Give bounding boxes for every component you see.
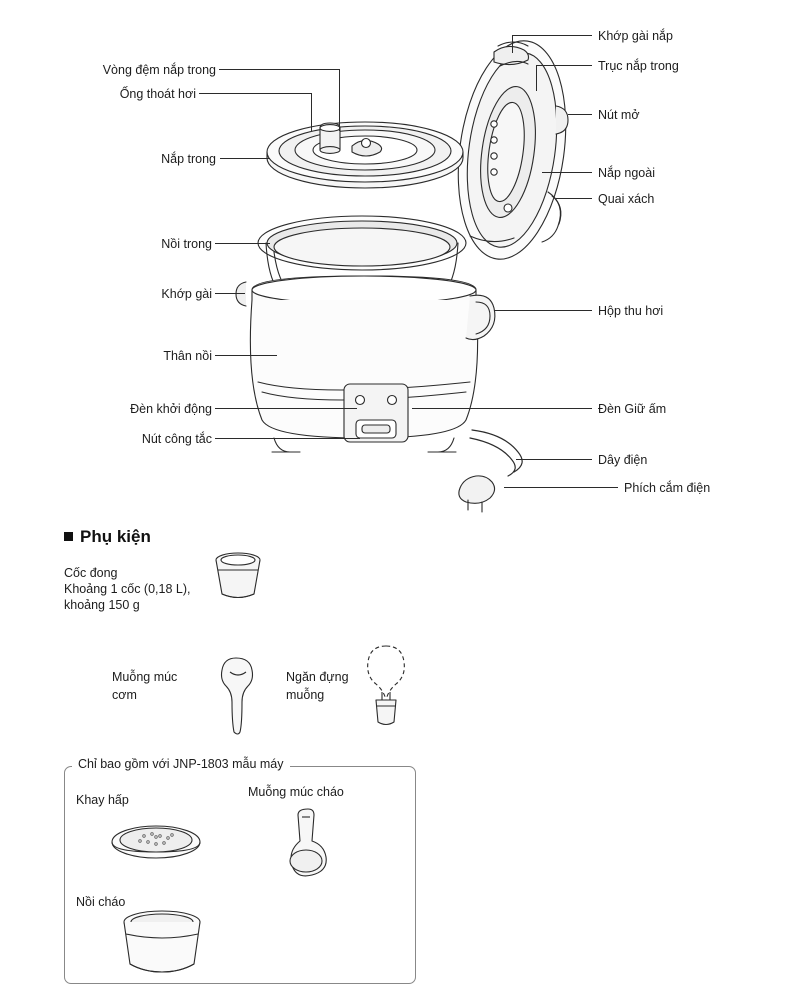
bullet-square-icon (64, 532, 73, 541)
leader-line (412, 408, 592, 409)
label-ong-thoat-hoi: Ống thoát hơi (119, 87, 196, 101)
label-den-khoi-dong: Đèn khởi động (130, 402, 212, 416)
leader-line (215, 293, 245, 294)
leader-line (339, 69, 340, 131)
leader-line (556, 198, 592, 199)
accessory-coc-dong-detail-1: Khoảng 1 cốc (0,18 L), (64, 582, 191, 596)
rice-spoon-illustration (206, 650, 276, 736)
leader-line (215, 438, 360, 439)
steamer-tray-illustration (106, 816, 206, 872)
leader-line (516, 459, 592, 460)
model-specific-box-title: Chỉ bao gồm với JNP-1803 mẫu máy (72, 757, 290, 771)
leader-line (536, 65, 537, 91)
leader-line (219, 69, 339, 70)
label-truc-nap-trong: Trục nắp trong (598, 59, 679, 73)
label-phich-cam-dien: Phích cắm điện (624, 481, 711, 495)
leader-line (215, 243, 270, 244)
porridge-pot-illustration (112, 908, 212, 978)
inner-lid-group (267, 122, 463, 188)
label-day-dien: Dây điện (598, 453, 648, 467)
leader-line (512, 35, 513, 53)
accessories-heading (64, 527, 151, 547)
accessory-coc-dong-name: Cốc đong (64, 566, 118, 580)
leader-line (504, 487, 618, 488)
porridge-ladle-illustration (268, 805, 348, 879)
accessory-muong-muc-com-name-1: Muỗng múc (112, 670, 178, 684)
leader-line (494, 310, 592, 311)
accessory-ngan-dung-muong-name-1: Ngăn đựng (286, 670, 349, 684)
label-vong-dem-nap-trong: Vòng đệm nắp trong (102, 63, 216, 77)
accessory-muong-muc-com-name-2: cơm (112, 688, 137, 702)
leader-line (311, 93, 312, 131)
label-hop-thu-hoi: Hộp thu hơi (598, 304, 664, 318)
label-nap-ngoai: Nắp ngoài (598, 166, 655, 180)
label-nut-cong-tac: Nút công tắc (141, 432, 212, 446)
accessory-muong-muc-chao-name: Muỗng múc cháo (248, 785, 344, 799)
measuring-cup-illustration (198, 548, 278, 610)
leader-line (220, 158, 270, 159)
leader-line (512, 35, 592, 36)
leader-line (215, 355, 277, 356)
leader-line (199, 93, 311, 94)
outer-lid-group (445, 34, 579, 266)
accessory-khay-hap-name: Khay hấp (76, 793, 129, 807)
label-khop-gai: Khớp gài (161, 287, 212, 301)
label-nap-trong: Nắp trong (161, 152, 216, 166)
accessory-noi-chao-name: Nồi cháo (76, 895, 126, 909)
leader-line (215, 408, 357, 409)
leader-line (536, 65, 592, 66)
leader-line (542, 172, 592, 173)
label-noi-trong: Nồi trong (161, 237, 212, 251)
accessories-heading-text: Phụ kiện (80, 527, 151, 546)
cooker-body-group (236, 276, 522, 512)
accessory-coc-dong-detail-2: khoảng 150 g (64, 598, 140, 612)
label-den-giu-am: Đèn Giữ ấm (598, 402, 667, 416)
spoon-holder-illustration (356, 640, 416, 730)
label-nut-mo: Nút mở (598, 108, 640, 122)
label-quai-xach: Quai xách (598, 192, 655, 206)
leader-line (568, 114, 592, 115)
label-than-noi: Thân nồi (163, 349, 212, 363)
label-khop-gai-nap: Khớp gài nắp (598, 29, 673, 43)
accessory-ngan-dung-muong-name-2: muỗng (286, 688, 325, 702)
